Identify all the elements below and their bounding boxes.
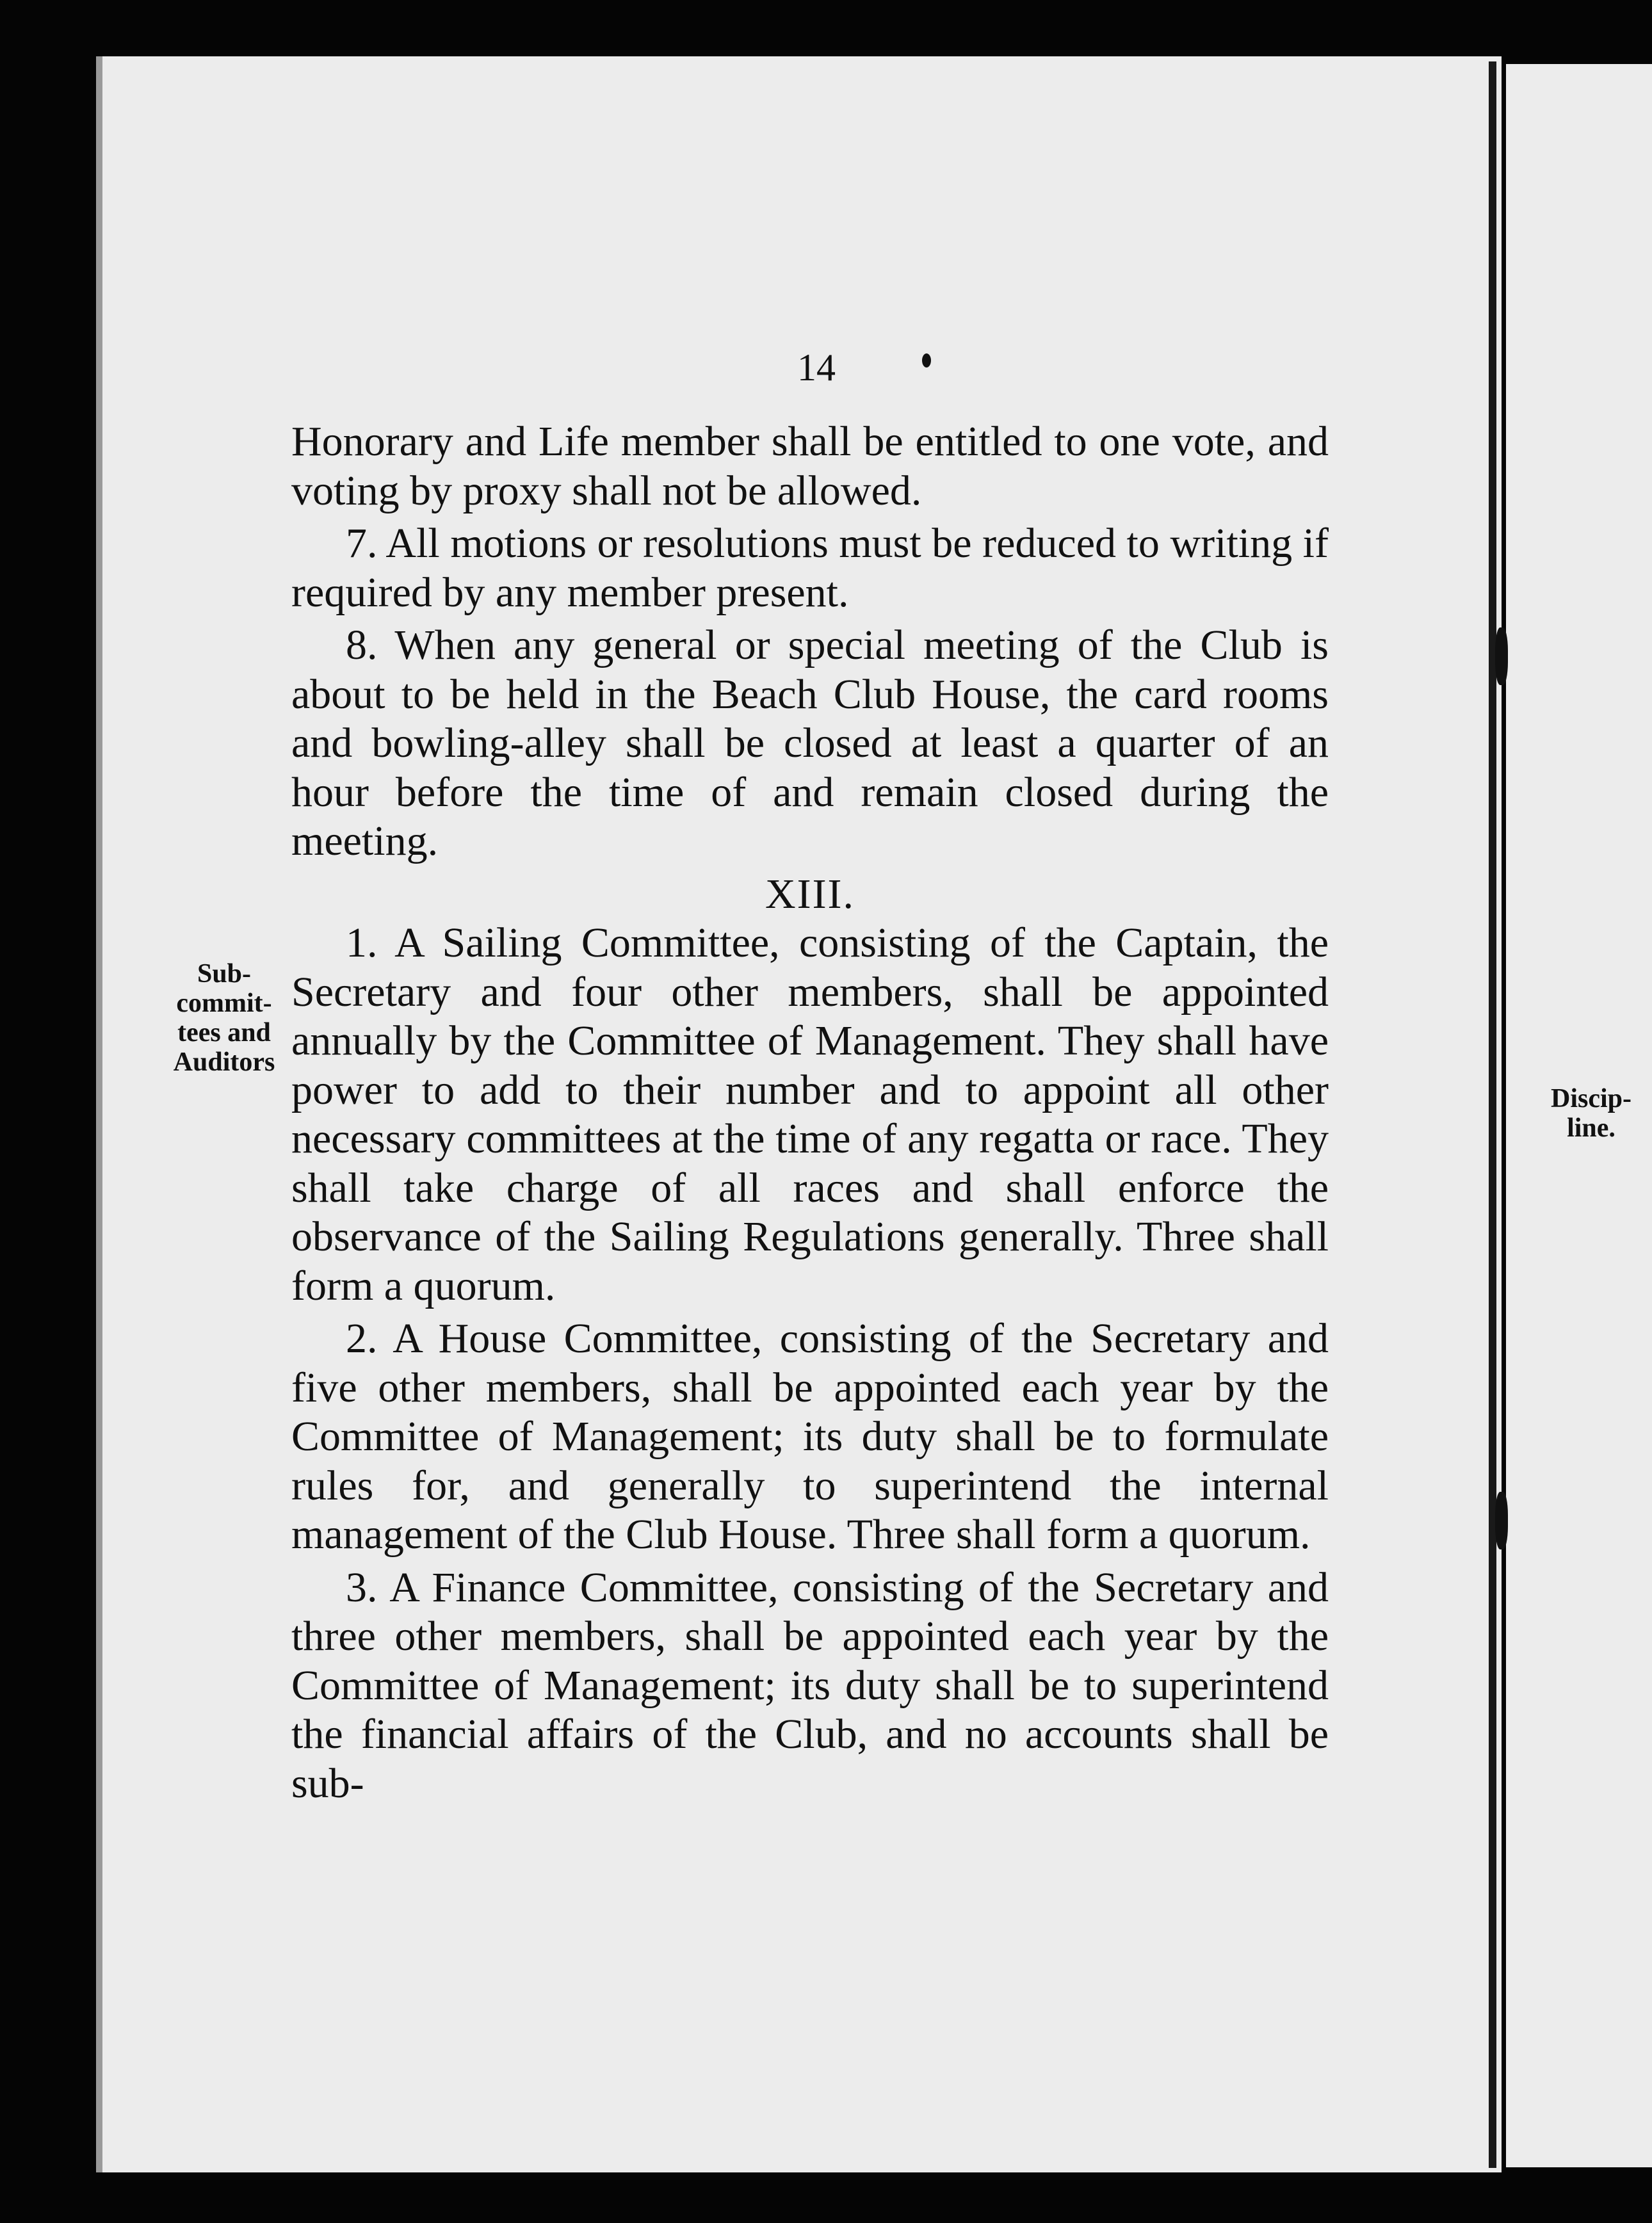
page-body [291,417,1329,1812]
paragraph-house-committee: 2. A House Committee, consisting of the Secretary and five other members, shall be appointed each year by the Committee of Management; its duty shall be to formulate rules for, and generally to superintend the internal management of the Club House. Three shall form a quorum. [291,1315,1329,1558]
paragraph-sailing-committee: 1. A Sailing Committee, consisting of the Captain, the Secretary and four other members, shall be appointed annually by the Committee of Management. They shall have power to add to their number and to appoint all other necessary committees at the time of any regatta or race. They shall take charge of all races and shall enforce the observance of the Sailing Regulations generally. Three shall form a quorum. [291,919,1329,1309]
margin-note-line: tees and [177,1018,271,1047]
margin-note-discipline [1540,1084,1642,1143]
paragraph-finance-committee: 3. A Finance Committee, consisting of the Secretary and three other members, shall be appointed each year by the Committee of Management; its duty shall be to superintend the financial affairs of the Club, and no accounts shall be sub- [291,1564,1329,1807]
paragraph-rule-8: 8. When any general or special meeting of the Club is about to be held in the Beach Club House, the card rooms and bowling-alley shall be closed at least a quarter of an hour before the time of and remain closed during the meeting. [291,622,1329,864]
paragraph-continued: Honorary and Life member shall be entitled to one vote, and voting by proxy shall not be allowed. [291,418,1329,514]
margin-note-line: Auditors [173,1047,275,1077]
page-number: 14 [797,346,836,389]
paragraph-rule-7: 7. All motions or resolutions must be reduced to writing if required by any member present. [291,520,1329,616]
margin-note-subcommittees [157,959,291,1077]
ink-speck [922,353,931,368]
margin-note-line: line. [1567,1113,1616,1143]
section-heading: XIII. [765,870,855,917]
margin-note-line: Discip- [1551,1084,1632,1113]
margin-note-line: Sub- [197,959,252,989]
margin-note-line: commit- [176,989,272,1018]
ink-speck [1495,1492,1508,1549]
book-gutter [1489,61,1496,2168]
ink-speck [1495,627,1508,685]
